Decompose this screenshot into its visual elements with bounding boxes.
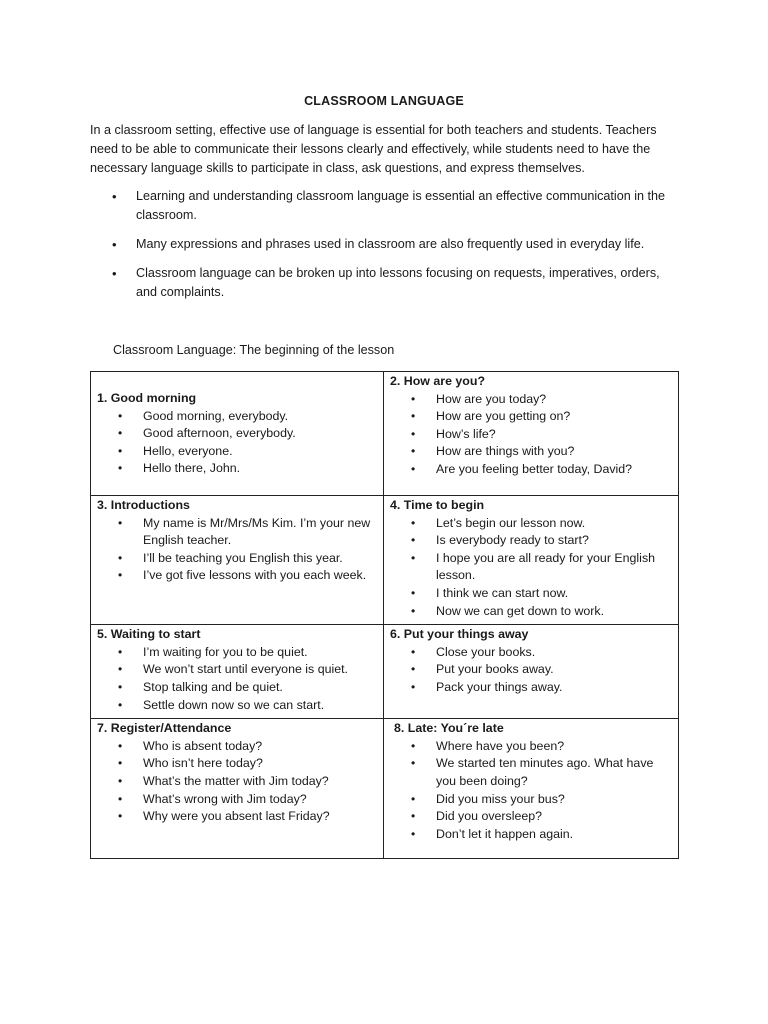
key-point: • Many expressions and phrases used in classroom are also frequently used in everyday life.: [90, 235, 680, 254]
phrase-item: • Don’t let it happen again.: [390, 826, 672, 844]
table-row: [91, 496, 679, 625]
phrase-item: • Did you miss your bus?: [390, 791, 672, 809]
phrase-item: • I’ll be teaching you English this year.: [97, 550, 377, 568]
phrase-item: • Now we can get down to work.: [390, 603, 672, 621]
phrase-item: • How’s life?: [390, 426, 672, 444]
phrase-item: • Why were you absent last Friday?: [97, 808, 377, 826]
phrase-item: • Where have you been?: [390, 738, 672, 756]
phrase-item: • We started ten minutes ago. What have you been doing?: [390, 755, 672, 790]
table-row: [91, 372, 679, 496]
key-point: • Classroom language can be broken up into lessons focusing on requests, imperatives, orders, and complaints.: [90, 264, 680, 302]
phrase-item: • Pack your things away.: [390, 679, 672, 697]
key-point: • Learning and understanding classroom language is essential an effective communication in the classroom.: [90, 187, 680, 225]
phrase-item: • Good morning, everybody.: [97, 408, 377, 426]
phrase-item: • I think we can start now.: [390, 585, 672, 603]
cell-title: 6. Put your things away: [390, 627, 529, 642]
phrase-list: [390, 515, 672, 621]
phrase-item: • Settle down now so we can start.: [97, 697, 377, 715]
cell-title: 8. Late: You´re late: [394, 721, 504, 736]
phrase-item: • I’m waiting for you to be quiet.: [97, 644, 377, 662]
phrase-list: [97, 515, 377, 585]
phrase-cell-good-morning: [91, 372, 384, 496]
phrase-item: • We won’t start until everyone is quiet.: [97, 661, 377, 679]
phrase-item: • How are you today?: [390, 391, 672, 409]
cell-title: 2. How are you?: [390, 374, 486, 388]
phrase-item: • How are you getting on?: [390, 408, 672, 426]
phrase-list: [390, 738, 672, 844]
phrase-item: • Close your books.: [390, 644, 672, 662]
phrase-item: • My name is Mr/Mrs/Ms Kim. I’m your new English teacher.: [97, 515, 377, 550]
phrase-item: • How are things with you?: [390, 443, 672, 461]
phrase-item: • Stop talking and be quiet.: [97, 679, 377, 697]
phrase-cell-late: [384, 719, 679, 859]
phrases-table: [90, 371, 679, 859]
phrase-list: [97, 738, 377, 826]
phrase-list: [97, 644, 377, 714]
cell-title: 1. Good morning: [97, 391, 197, 405]
cell-title: 7. Register/Attendance: [97, 721, 232, 736]
phrase-cell-how-are-you: [384, 372, 679, 496]
phrase-item: • Let’s begin our lesson now.: [390, 515, 672, 533]
key-points-list: [90, 187, 680, 312]
phrase-list: [390, 391, 672, 479]
document-title: CLASSROOM LANGUAGE: [304, 94, 464, 108]
phrase-item: • Did you oversleep?: [390, 808, 672, 826]
phrase-cell-put-things-away: [384, 625, 679, 719]
table-row: [91, 625, 679, 719]
phrase-cell-time-to-begin: [384, 496, 679, 625]
phrase-item: • I’ve got five lessons with you each week.: [97, 567, 377, 585]
table-row: [91, 719, 679, 859]
intro-paragraph: In a classroom setting, effective use of language is essential for both teachers and students. Teachers need to be able to communicate their lessons clearly and effectively, while students need to have the necessary language skills to participate in class, ask questions, and express themselves.: [90, 123, 657, 175]
phrase-item: • Who is absent today?: [97, 738, 377, 756]
phrase-cell-introductions: [91, 496, 384, 625]
phrase-cell-register-attendance: [91, 719, 384, 859]
phrase-list: [390, 644, 672, 697]
phrase-item: • Good afternoon, everybody.: [97, 425, 377, 443]
section-subtitle: Classroom Language: The beginning of the lesson: [113, 343, 395, 357]
phrase-item: • Hello, everyone.: [97, 443, 377, 461]
cell-title: 5. Waiting to start: [97, 627, 201, 642]
cell-title: 3. Introductions: [97, 498, 190, 512]
phrase-item: • What’s wrong with Jim today?: [97, 791, 377, 809]
phrase-cell-waiting-to-start: [91, 625, 384, 719]
phrase-item: • Put your books away.: [390, 661, 672, 679]
phrase-item: • Are you feeling better today, David?: [390, 461, 672, 479]
phrase-item: • What’s the matter with Jim today?: [97, 773, 377, 791]
phrase-item: • Is everybody ready to start?: [390, 532, 672, 550]
phrase-list: [97, 408, 377, 478]
cell-title: 4. Time to begin: [390, 498, 485, 512]
phrase-item: • Who isn’t here today?: [97, 755, 377, 773]
phrase-item: • I hope you are all ready for your English lesson.: [390, 550, 672, 585]
phrase-item: • Hello there, John.: [97, 460, 377, 478]
